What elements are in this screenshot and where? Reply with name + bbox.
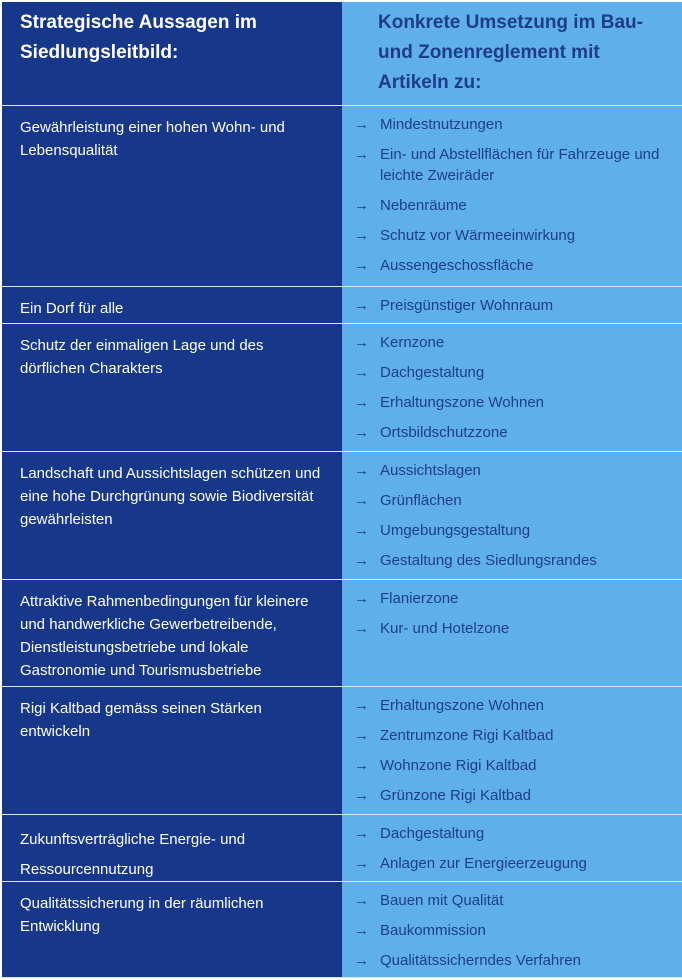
list-item — [354, 225, 672, 246]
list-item-label: Umgebungsgestaltung — [380, 522, 531, 539]
arrow-right-icon: → — [354, 787, 369, 804]
arrow-right-icon: → — [354, 825, 369, 842]
statement-cell: Qualitätssicherung in der räumlichen Entwicklung — [2, 882, 342, 977]
implementation-cell — [342, 106, 682, 286]
list-item — [354, 755, 672, 776]
arrow-right-icon: → — [354, 892, 369, 909]
arrow-right-icon: → — [354, 297, 369, 314]
list-item-label: Schutz vor Wärmeeinwirkung — [380, 227, 576, 244]
statement-cell: Landschaft und Aussichtslagen schützen und eine hohe Durchgrünung sowie Biodiversität gewährleisten — [2, 452, 342, 579]
list-item-label: Ortsbildschutzzone — [380, 424, 508, 441]
list-item-label: Wohnzone Rigi Kaltbad — [380, 757, 537, 774]
list-item — [354, 950, 672, 971]
arrow-right-icon: → — [354, 552, 369, 569]
list-item-label: Mindestnutzungen — [380, 116, 503, 133]
list-item-label: Nebenräume — [380, 197, 467, 214]
arrow-right-icon: → — [354, 462, 369, 479]
list-item-label: Grünzone Rigi Kaltbad — [380, 787, 531, 804]
list-item — [354, 695, 672, 716]
implementation-cell — [342, 452, 682, 579]
list-item-label: Anlagen zur Energieerzeugung — [380, 855, 587, 872]
arrow-right-icon: → — [354, 620, 369, 637]
list-item-label: Aussichtslagen — [380, 462, 481, 479]
statement-cell: Gewährleistung einer hohen Wohn- und Lebensqualität — [2, 106, 342, 286]
table-row — [2, 287, 682, 324]
list-item — [354, 255, 672, 276]
statement-cell: Schutz der einmaligen Lage und des dörflichen Charakters — [2, 324, 342, 451]
list-item — [354, 520, 672, 541]
table-row — [2, 815, 682, 882]
list-item-label: Flanierzone — [380, 590, 459, 607]
list-item-label: Kur- und Hotelzone — [380, 620, 510, 637]
list-item-label: Bauen mit Qualität — [380, 892, 504, 909]
statement-cell: Ein Dorf für alle — [2, 287, 342, 323]
arrow-right-icon: → — [354, 492, 369, 509]
list-item-label: Aussengeschossfläche — [380, 257, 534, 274]
arrow-right-icon: → — [354, 697, 369, 714]
arrow-right-icon: → — [354, 146, 369, 163]
list-item-label: Preisgünstiger Wohnraum — [380, 297, 554, 314]
implementation-cell — [342, 580, 682, 686]
list-item — [354, 392, 672, 413]
list-item — [354, 490, 672, 511]
strategy-table — [2, 2, 682, 978]
implementation-cell — [342, 882, 682, 977]
arrow-right-icon: → — [354, 394, 369, 411]
list-item-label: Erhaltungszone Wohnen — [380, 394, 545, 411]
list-item-label: Dachgestaltung — [380, 364, 485, 381]
header-left: Strategische Aussagen im Siedlungsleitbild: — [2, 2, 342, 105]
list-item-label: Baukommission — [380, 922, 486, 939]
arrow-right-icon: → — [354, 522, 369, 539]
header-right: Konkrete Umsetzung im Bau- und Zonenreglement mit Artikeln zu: — [342, 2, 682, 105]
table-body — [2, 106, 682, 978]
list-item — [354, 550, 672, 571]
arrow-right-icon: → — [354, 424, 369, 441]
table-header — [2, 2, 682, 106]
list-item — [354, 332, 672, 353]
arrow-right-icon: → — [354, 952, 369, 969]
table-row — [2, 106, 682, 287]
arrow-right-icon: → — [354, 197, 369, 214]
list-item-label: Ein- und Abstellflächen für Fahrzeuge und leichte Zweiräder — [380, 146, 660, 184]
list-item — [354, 823, 672, 844]
list-item-label: Gestaltung des Siedlungsrandes — [380, 552, 597, 569]
table-row — [2, 687, 682, 815]
statement-cell: Zukunftsverträgliche Energie- und Ressourcennutzung — [2, 815, 342, 881]
list-item — [354, 422, 672, 443]
implementation-cell — [342, 324, 682, 451]
table-row — [2, 452, 682, 580]
implementation-cell — [342, 815, 682, 881]
arrow-right-icon: → — [354, 227, 369, 244]
arrow-right-icon: → — [354, 364, 369, 381]
table-row — [2, 324, 682, 452]
statement-cell: Attraktive Rahmenbedingungen für kleinere und handwerkliche Gewerbetreibende, Dienstleistungsbetriebe und lokale Gastronomie und Tourismusbetriebe — [2, 580, 342, 686]
list-item — [354, 460, 672, 481]
list-item — [354, 195, 672, 216]
table-row — [2, 882, 682, 978]
list-item — [354, 920, 672, 941]
list-item-label: Grünflächen — [380, 492, 462, 509]
arrow-right-icon: → — [354, 727, 369, 744]
arrow-right-icon: → — [354, 855, 369, 872]
list-item-label: Dachgestaltung — [380, 825, 485, 842]
list-item-label: Erhaltungszone Wohnen — [380, 697, 545, 714]
implementation-cell — [342, 287, 682, 323]
list-item-label: Zentrumzone Rigi Kaltbad — [380, 727, 554, 744]
arrow-right-icon: → — [354, 922, 369, 939]
arrow-right-icon: → — [354, 757, 369, 774]
arrow-right-icon: → — [354, 334, 369, 351]
list-item-label: Kernzone — [380, 334, 445, 351]
list-item — [354, 588, 672, 609]
list-item — [354, 890, 672, 911]
table-row — [2, 580, 682, 687]
list-item — [354, 853, 672, 874]
list-item — [354, 362, 672, 383]
list-item — [354, 114, 672, 135]
list-item — [354, 144, 672, 186]
arrow-right-icon: → — [354, 590, 369, 607]
list-item — [354, 295, 672, 316]
list-item — [354, 618, 672, 639]
arrow-right-icon: → — [354, 116, 369, 133]
list-item-label: Qualitätssicherndes Verfahren — [380, 952, 581, 969]
list-item — [354, 785, 672, 806]
list-item — [354, 725, 672, 746]
implementation-cell — [342, 687, 682, 814]
statement-cell: Rigi Kaltbad gemäss seinen Stärken entwickeln — [2, 687, 342, 814]
arrow-right-icon: → — [354, 257, 369, 274]
